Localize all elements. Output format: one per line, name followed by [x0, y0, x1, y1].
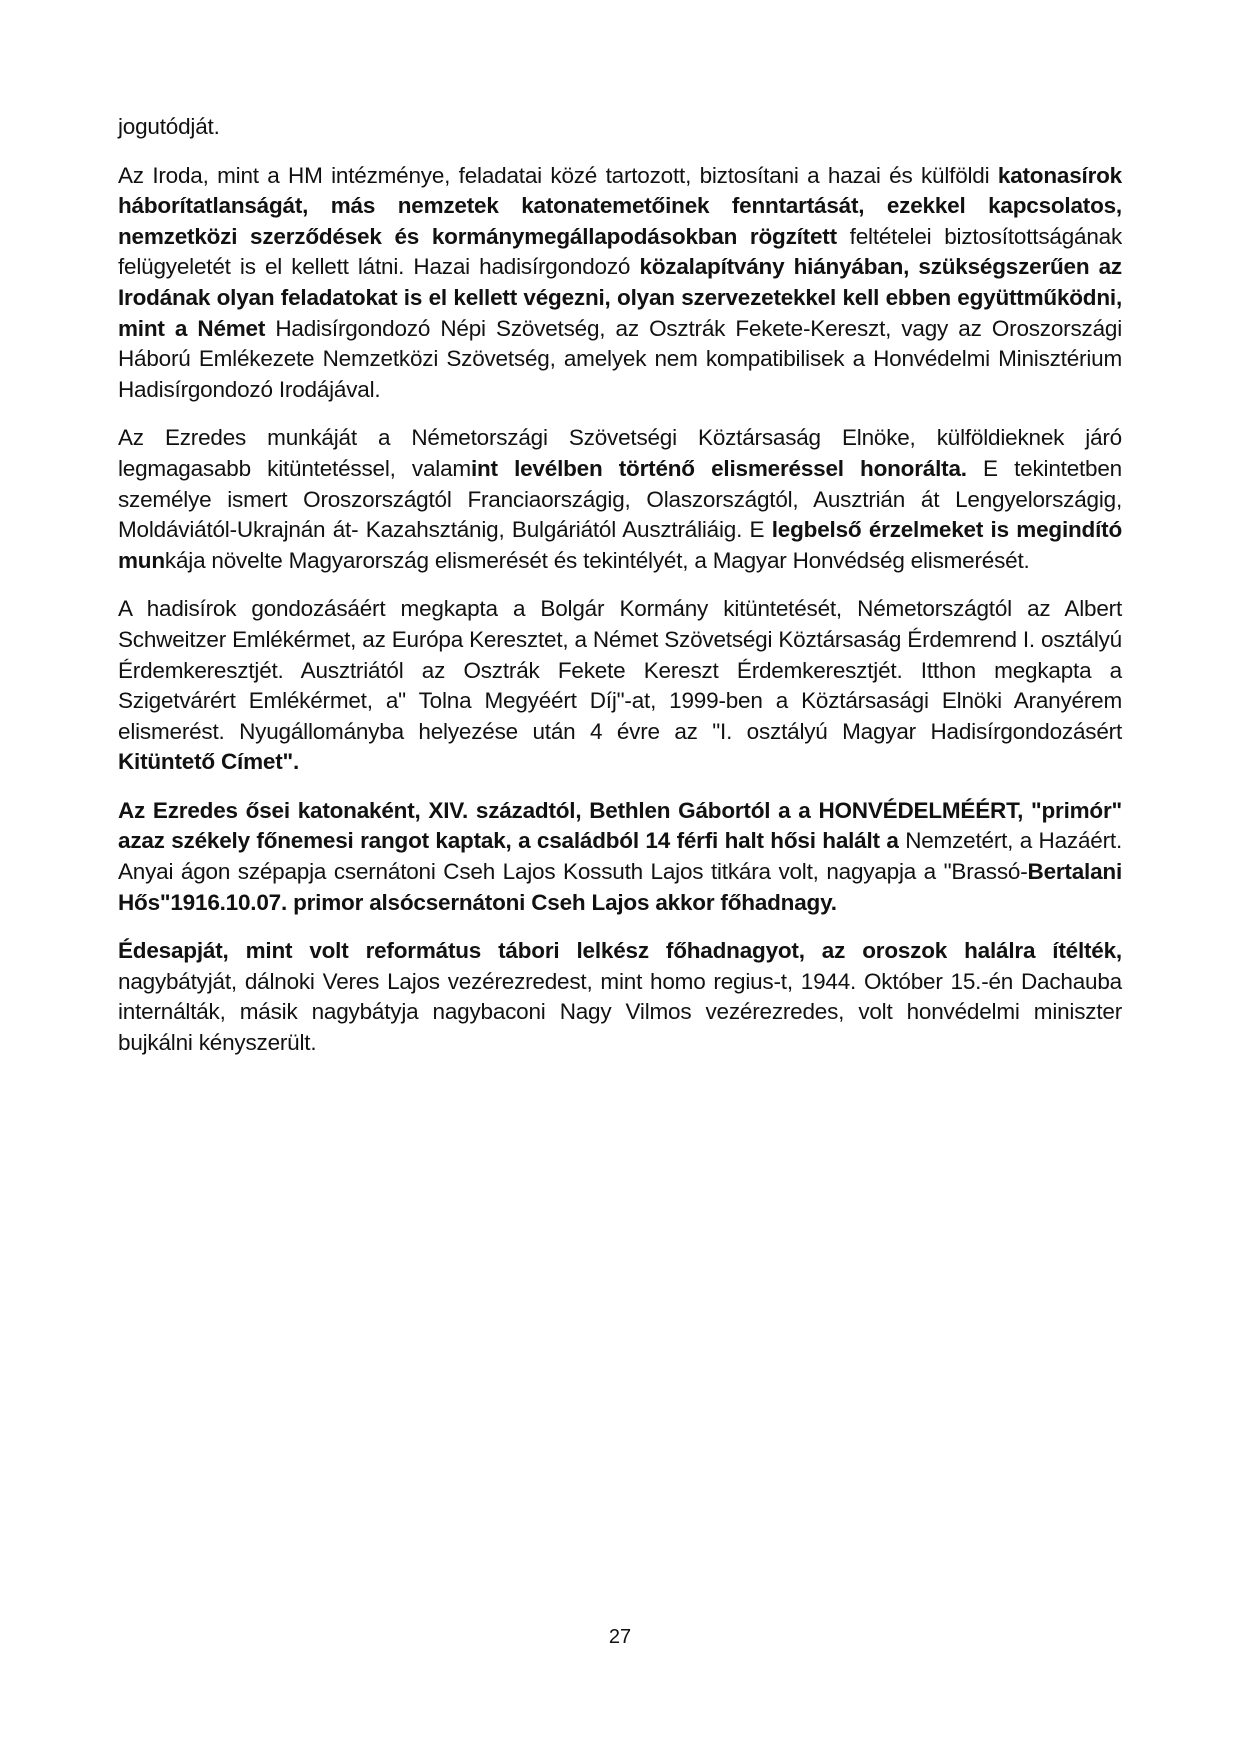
paragraph-1	[118, 112, 1122, 143]
paragraph-2	[118, 161, 1122, 406]
bold-text-segment: Édesapját, mint volt református tábori lelkész főhadnagyot, az oroszok halálra ítélték,	[118, 938, 1122, 964]
text-segment: Az Iroda, mint a HM intézménye, feladatai közé tartozott, biztosítani a hazai és külföldi	[118, 162, 998, 188]
bold-text-segment: katonasírok háborítatlanságát, más nemzetek katonatemetőinek fenntartását, ezekkel kapcsolatos, nemzetközi szerződések és kormánymegállapodásokban rögzített	[118, 162, 1122, 249]
bold-text-segment: Az Ezredes ősei katonaként, XIV. századtól, Bethlen Gábortól a a HONVÉDELMÉÉRT, "primór" azaz székely főnemesi rangot kaptak, a családból 14 férfi halt hősi halált a	[118, 797, 1122, 854]
bold-text-segment: legbelső érzelmeket is megindító mun	[118, 517, 1122, 573]
document-page-body	[118, 112, 1122, 1077]
bold-text-segment: Bertalani Hős"1916.10.07. primor alsócsernátoni Cseh Lajos akkor főhadnagy.	[118, 859, 1122, 915]
page-number: 27	[608, 1626, 632, 1648]
paragraph-4	[118, 594, 1122, 778]
text-segment: kája növelte Magyarország elismerését és tekintélyét, a Magyar Honvédség elismerését.	[164, 547, 1030, 573]
paragraph-3	[118, 423, 1122, 576]
text-segment: jogutódját.	[118, 114, 220, 139]
text-segment: Az Ezredes munkáját a Németországi Szövetségi Köztársaság Elnöke, külföldieknek járó legmagasabb kitüntetéssel, valam	[118, 425, 1122, 481]
paragraph-5	[118, 796, 1122, 918]
paragraph-6	[118, 936, 1122, 1058]
text-segment: E tekintetben személye ismert Oroszországtól Franciaországig, Olaszországtól, Ausztrián át Lengyelországig, Moldáviától-Ukrajnán át- Kazahsztánig, Bulgáriától Ausztráliáig. E	[118, 455, 1122, 543]
text-segment: nagybátyját, dálnoki Veres Lajos vezérezredest, mint homo regius-t, 1944. Október 15.-én Dachauba internálták, másik nagybátyja nagybaconi Nagy Vilmos vezérezredes, volt honvédelmi miniszter bujkálni kényszerült.	[118, 968, 1122, 1056]
text-segment: Nemzetért, a Hazáért. Anyai ágon szépapja csernátoni Cseh Lajos Kossuth Lajos titkára volt, nagyapja a "Brassó-	[118, 828, 1122, 885]
bold-text-segment: Kitüntető Címet".	[118, 749, 300, 775]
text-segment: feltételei biztosítottságának felügyeletét is el kellett látni. Hazai hadisírgondozó	[118, 223, 1122, 280]
text-segment: Hadisírgondozó Népi Szövetség, az Osztrák Fekete-Kereszt, vagy az Oroszországi Háború Emlékezete Nemzetközi Szövetség, amelyek nem kompatibilisek a Honvédelmi Minisztérium Hadisírgondozó Irodájával.	[118, 315, 1122, 402]
text-segment: A hadisírok gondozásáért megkapta a Bolgár Kormány kitüntetését, Németországtól az Albert Schweitzer Emlékérmet, az Európa Keresztet, a Német Szövetségi Köztársaság Érdemrend I. osztályú Érdemkeresztjét. Ausztriától az Osztrák Fekete Kereszt Érdemkeresztjét. Itthon megkapta a Szigetvárért Emlékérmet, a" Tolna Megyéért Díj"-at, 1999-ben a Köztársasági Elnöki Aranyérem elismerést. Nyugállományba helyezése után 4 évre az "I. osztályú Magyar Hadisírgondozásért	[118, 596, 1122, 744]
bold-text-segment: int levélben történő elismeréssel honorálta.	[470, 455, 967, 481]
bold-text-segment: közalapítvány hiányában, szükségszerűen az Irodának olyan feladatokat is el kellett végezni, olyan szervezetekkel kell ebben együttműködni, mint a Német	[118, 254, 1122, 341]
